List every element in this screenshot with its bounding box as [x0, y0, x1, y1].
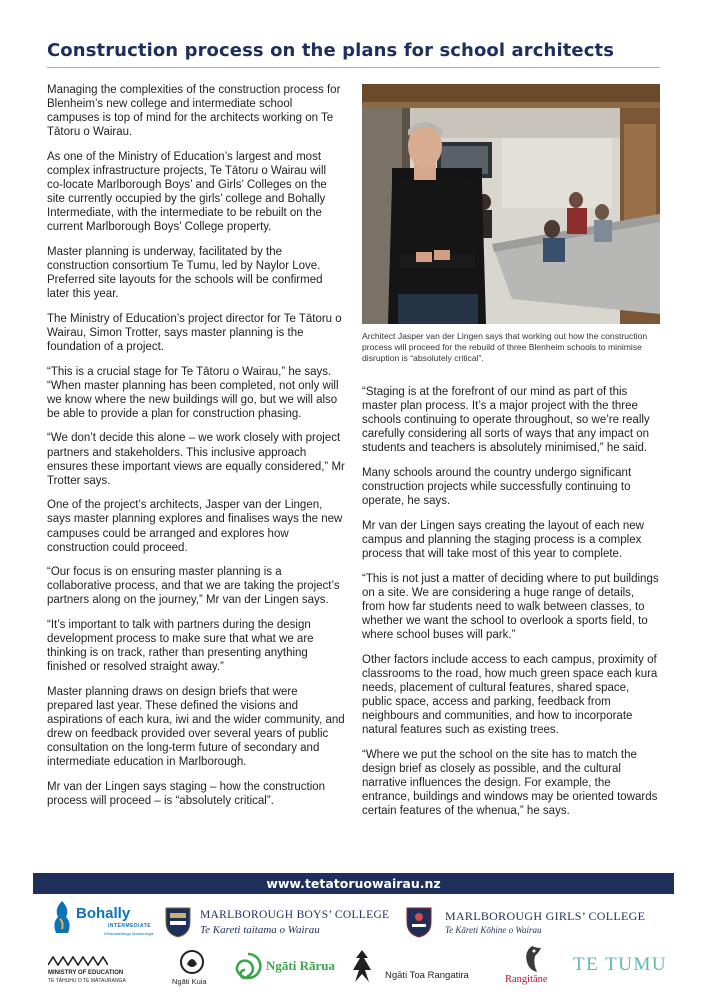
rarua-koru-icon	[232, 950, 264, 982]
paragraph: “It’s important to talk with partners during the design development process to make sure that what we are thinking is on track, rather than presenting anything finished or resolved straight away.”	[47, 619, 314, 674]
paragraph: “Staging is at the forefront of our mind as part of this master plan process. It’s a major project with the three schools continuing to operate throughout, so we’re really carefully considering all sorts of ways that any impact on students and teachers is absolutely minimised,” he said.	[362, 386, 650, 455]
paragraph: Mr van der Lingen says creating the layout of each new campus and planning the staging process is a complex process that will take most of this year to complete.	[362, 519, 644, 560]
paragraph: The Ministry of Education’s project director for Te Tātoru o Wairau, Simon Trotter, says master planning is the foundation of a project.	[47, 312, 342, 353]
ngati-kuia-logo	[172, 950, 212, 990]
paragraph: Master planning is underway, facilitated by the construction consortium Te Tumu, led by Naylor Love. Preferred site layouts for the schools will be confirmed later this year.	[47, 245, 323, 301]
paragraph: Other factors include access to each campus, proximity of classrooms to the road, how much green space each kura needs, placement of cultural features, shared space, public space, access and parking, feedback from neighbours and communities, and how to incorporate natural features such as existing trees.	[362, 653, 658, 736]
ministry-pattern-icon	[48, 956, 108, 966]
paragraph: “Where we put the school on the site has to match the design brief as closely as possible, and the cultural narrative influences the design. For example, the entrance, buildings and windows may be oriented towards certain features of the whenua,” he says.	[362, 748, 658, 817]
girls-crest-icon	[403, 906, 435, 938]
paragraph: Managing the complexities of the construction process for Blenheim’s new college and intermediate school campuses is top of mind for the architects working on Te Tātoru o Wairau.	[47, 84, 341, 139]
ngati-rarua-logo	[232, 950, 335, 986]
marlborough-girls-logo	[403, 906, 663, 942]
rarua-name: Ngāti Rārua	[266, 958, 335, 973]
boys-sub: Te Kareti taitama o Wairau	[200, 924, 320, 936]
ministry-of-education-logo	[48, 956, 143, 986]
ngati-toa-logo	[345, 948, 495, 988]
paragraph: “Our focus is on ensuring master planning is a collaborative process, and that we are taking the project’s partners along on the journey,” Mr van der Lingen says.	[47, 566, 340, 607]
bohally-tagline: Whanaketanga Matauranga	[104, 931, 154, 936]
paragraph: Many schools around the country undergo significant construction projects while successfully continuing to operate, he says.	[362, 466, 632, 508]
website-link[interactable]: www.tetatoruowairau.nz	[33, 873, 674, 894]
ministry-sub: TE TĀHUHU O TE MĀTAURANGA	[48, 978, 126, 984]
paragraph: As one of the Ministry of Education’s largest and most complex infrastructure projects, Te Tātoru o Wairau will co-locate Marlborough Boys’ and Girls’ Colleges on the site currently occupied by the girls’ college and Bohally Intermediate, with the intermediate to be rebuilt on the current Marlborough Boys’ College property.	[47, 150, 327, 234]
girls-name: MARLBOROUGH GIRLS’ COLLEGE	[445, 909, 646, 923]
toa-figure-icon	[345, 948, 379, 984]
bohally-sub: INTERMEDIATE	[108, 923, 152, 929]
toa-name: Ngāti Toa Rangatira	[385, 970, 469, 981]
paragraph: “We don’t decide this alone – we work closely with project partners and stakeholders. This inclusive approach ensures these important views are equally considered,” Mr Trotter says.	[47, 432, 345, 487]
architect-photo	[362, 84, 660, 324]
photo-caption: Architect Jasper van der Lingen says that working out how the construction process will proceed for the rebuild of three Blenheim schools to minimise disruption is “absolutely critical”.	[362, 331, 648, 363]
kuia-name: Ngāti Kuia	[172, 977, 207, 986]
marlborough-boys-logo	[164, 906, 390, 942]
paragraph: Mr van der Lingen says staging – how the construction process will proceed – is “absolutely critical”.	[47, 780, 326, 808]
paragraph: “This is a crucial stage for Te Tātoru o Wairau,” he says. “When master planning has been completed, not only will we know where the new buildings will go, but we will also be able to provide a plan for construction phasing.	[47, 365, 339, 420]
ministry-name: MINISTRY OF EDUCATION	[48, 970, 124, 976]
te-tumu-name: TE TUMU	[573, 954, 668, 975]
left-column	[47, 83, 345, 819]
title-rule	[47, 67, 660, 68]
paragraph: One of the project’s architects, Jasper van der Lingen, says master planning explores and finalises ways the new campuses could be arranged and explores how construction could proceed.	[47, 499, 343, 554]
boys-crest-icon	[164, 906, 192, 938]
rangitane-name: Rangitāne	[505, 974, 548, 985]
paragraph: “This is not just a matter of deciding where to put buildings on a site. We are considering a huge range of details, from how far students need to walk between classes, to whether we want the school to overlook a sports field, to where school buses will park.”	[362, 572, 659, 641]
girls-sub: Te Kāreti Kōhine o Wairau	[445, 925, 542, 935]
bohally-name: Bohally	[76, 905, 131, 922]
rangitane-logo	[505, 944, 565, 990]
boys-name: MARLBOROUGH BOYS’ COLLEGE	[200, 909, 390, 921]
te-tumu-logo	[573, 954, 673, 984]
right-column	[362, 385, 660, 829]
bohally-logo	[52, 897, 162, 941]
article-title: Construction process on the plans for school architects	[47, 40, 615, 61]
rangitane-bird-icon	[519, 944, 545, 974]
kuia-emblem-icon	[180, 950, 204, 974]
bohally-emblem-icon	[52, 899, 72, 939]
paragraph: Master planning draws on design briefs that were prepared last year. These defined the visions and aspirations of each kura, iwi and the wider community, and drew on feedback provided over several years of public consultation on the long-term future of secondary and intermediate education in Marlborough.	[47, 685, 345, 769]
